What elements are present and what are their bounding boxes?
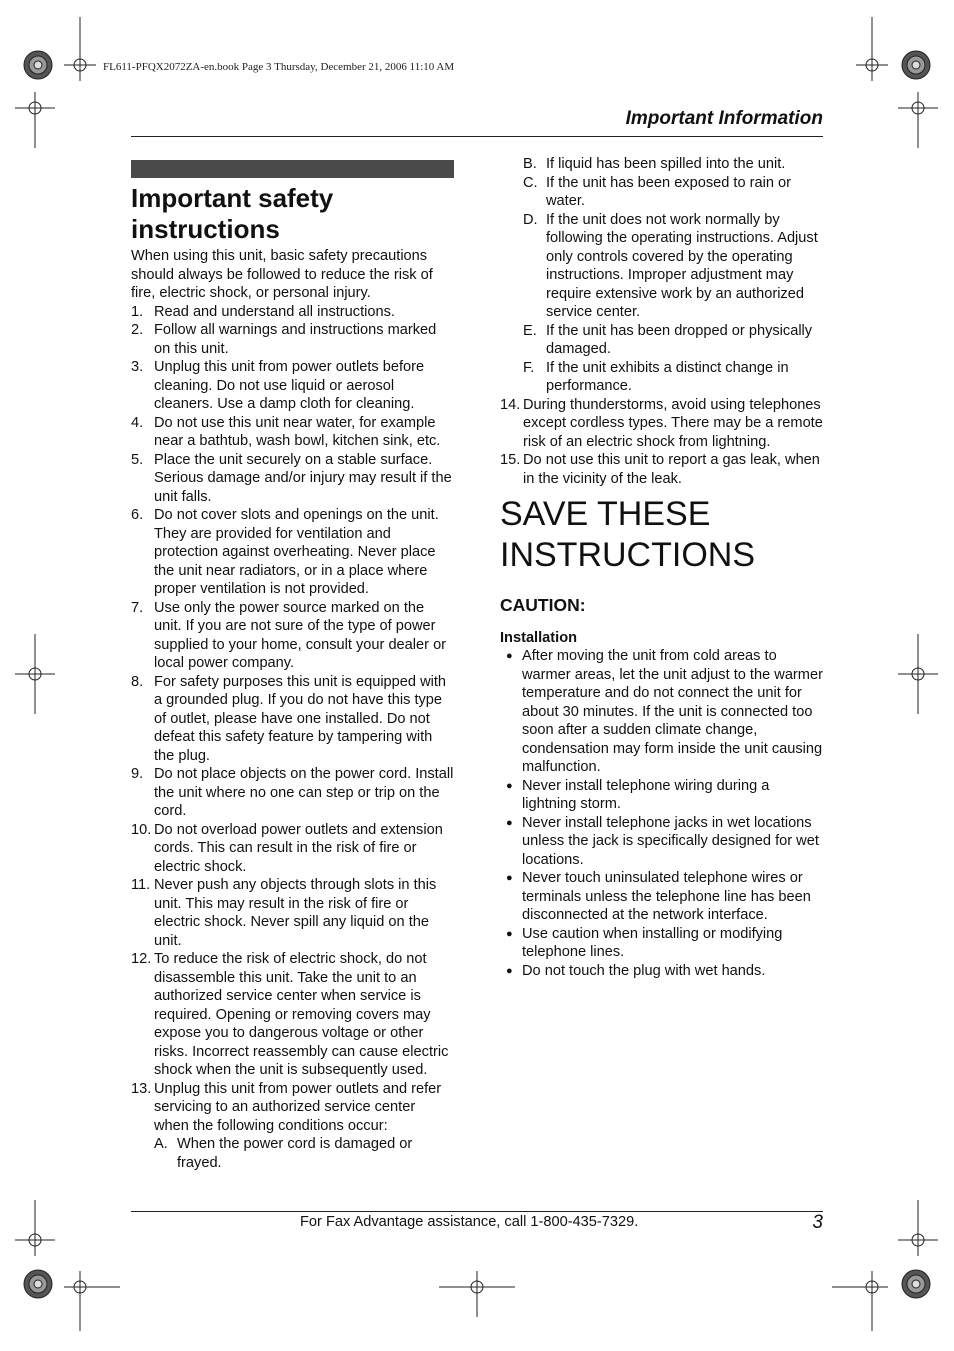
page-number: 3 (812, 1212, 823, 1233)
sub-list-item: D. If the unit does not work normally by following the operating instructions. Adjust only controls covered by the operating instructions. Improper adjustment may require extensive work by an authorized service center. (523, 211, 818, 320)
list-item: 1. Read and understand all instructions. (131, 303, 395, 320)
crop-target-icon (24, 51, 52, 79)
bullet-icon: ● (506, 650, 513, 662)
save-instructions-heading: SAVE THESE INSTRUCTIONS (500, 495, 755, 574)
footer-rule (131, 1211, 823, 1212)
left-column (131, 160, 454, 1172)
page-header-title: Important Information (625, 108, 823, 129)
list-item: 3. Unplug this unit from power outlets before cleaning. Do not use liquid or aerosol cleaners. Use a damp cloth for cleaning. (131, 359, 425, 412)
list-item: ● After moving the unit from cold areas to warmer areas, let the unit adjust to the warmer temperature and do not connect the unit for about 30 minutes. If the unit is connected too soon after a sudden climate change, condensation may form inside the unit causing malfunction. (500, 647, 823, 777)
list-item: ● Never install telephone wiring during a lightning storm. (500, 777, 823, 814)
sub-list (500, 155, 823, 396)
list-item: 13. Unplug this unit from power outlets and refer servicing to an authorized service center when the following conditions occur: A. When the power cord is damaged or frayed. (131, 1080, 454, 1173)
list-item: 15. Do not use this unit to report a gas leak, when in the vicinity of the leak. (500, 452, 820, 487)
list-item: ● Never install telephone jacks in wet locations unless the jack is specifically designed for wet locations. (500, 814, 823, 870)
caution-list (500, 647, 823, 980)
list-item: 11. Never push any objects through slots in this unit. This may result in the risk of fire or electric shock. Never spill any liquid on the unit. (131, 877, 437, 949)
bullet-icon: ● (506, 816, 513, 829)
list-item: 7. Use only the power source marked on the unit. If you are not sure of the type of power supplied to your home, consult your dealer or local power company. (131, 599, 447, 671)
list-item: 10. Do not overload power outlets and extension cords. This can result in the risk of fire or electric shock. (131, 821, 443, 875)
list-item: ● Never touch uninsulated telephone wires or terminals unless the telephone line has been disconnected at the network interface. (500, 869, 823, 925)
section-bar (131, 160, 454, 178)
caution-heading: CAUTION: (500, 595, 586, 615)
section-title: Important safety instructions (131, 183, 334, 244)
safety-list (131, 303, 454, 1173)
list-item: ● Use caution when installing or modifying telephone lines. (500, 925, 823, 962)
list-item: ● Do not touch the plug with wet hands. (500, 962, 823, 981)
crop-target-icon (24, 1270, 52, 1298)
list-item: 14. During thunderstorms, avoid using telephones except cordless types. There may be a remote risk of an electric shock from lightning. (500, 396, 823, 450)
bullet-icon: ● (506, 779, 513, 792)
sub-list-item: C. If the unit has been exposed to rain or water. (523, 174, 792, 209)
sub-list-item: F. If the unit exhibits a distinct change in performance. (523, 359, 789, 394)
sub-list-item: E. If the unit has been dropped or physically damaged. (523, 322, 813, 357)
intro-paragraph: When using this unit, basic safety precautions should always be followed to reduce the risk of fire, electric shock, or personal injury. (131, 248, 433, 301)
crop-target-icon (902, 51, 930, 79)
list-item: 2. Follow all warnings and instructions marked on this unit. (131, 322, 437, 357)
bullet-icon: ● (506, 927, 513, 940)
crop-target-icon (902, 1270, 930, 1298)
list-item: 6. Do not cover slots and openings on the unit. They are provided for ventilation and protection against overheating. Never place the unit near radiators, or in a place where proper ventilation is not provided. (131, 507, 439, 597)
sub-list-item: A. When the power cord is damaged or frayed. (154, 1136, 413, 1171)
right-column (500, 155, 823, 980)
bullet-icon: ● (506, 872, 513, 884)
list-item: 4. Do not use this unit near water, for example near a bathtub, wash bowl, kitchen sink, etc. (131, 414, 441, 449)
list-item: 8. For safety purposes this unit is equipped with a grounded plug. If you do not have this type of outlet, please have one installed. Do not defeat this safety feature by tampering with the plug. (131, 673, 447, 764)
list-item: 12. To reduce the risk of electric shock, do not disassemble this unit. Take the unit to an authorized service center when service is required. Opening or removing covers may expose you to dangerous voltage or other risks. Incorrect reassembly can cause electric shock when the unit is subsequently used. (131, 951, 449, 1078)
footer-text: For Fax Advantage assistance, call 1-800-435-7329. (300, 1214, 639, 1230)
list-item: 9. Do not place objects on the power cord. Install the unit where no one can step or trip on the cord. (131, 766, 454, 819)
installation-subheading: Installation (500, 629, 578, 646)
sub-list-item: B. If liquid has been spilled into the unit. (523, 156, 786, 172)
header-rule (131, 136, 823, 137)
list-item: 5. Place the unit securely on a stable surface. Serious damage and/or injury may result if the unit falls. (131, 451, 452, 505)
bullet-icon: ● (506, 964, 513, 977)
print-info: FL611-PFQX2072ZA-en.book Page 3 Thursday, December 21, 2006 11:10 AM (103, 61, 455, 73)
